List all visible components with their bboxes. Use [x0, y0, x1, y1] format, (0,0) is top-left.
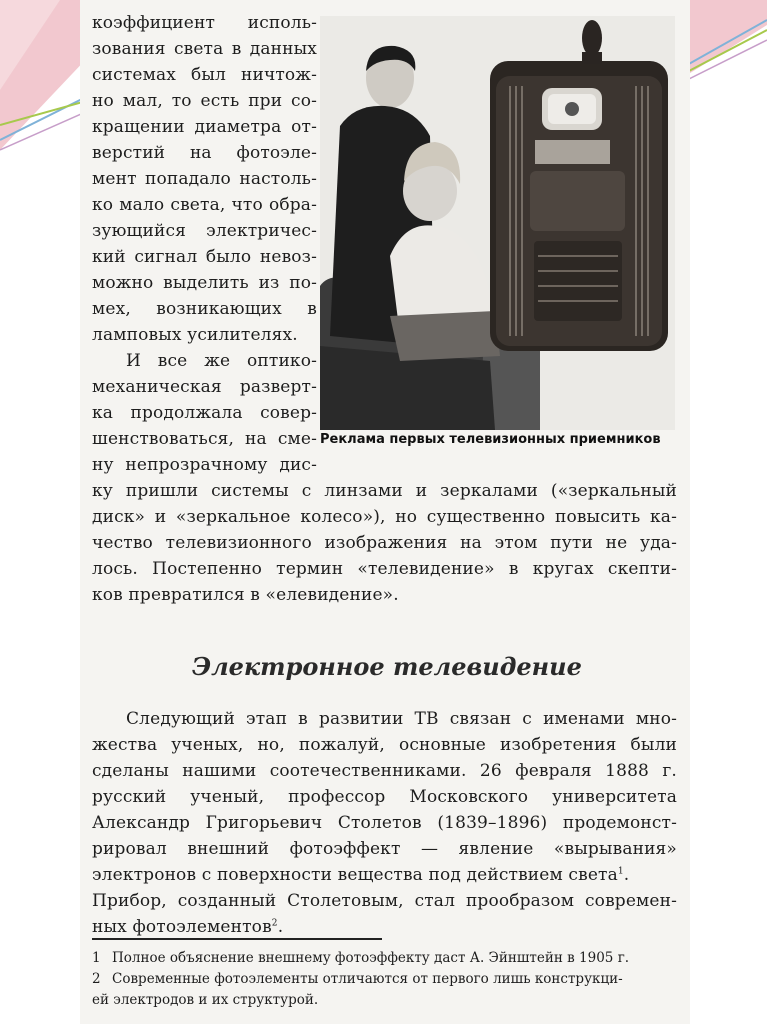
footnotes — [92, 948, 677, 1011]
text-line: диск» и «зеркальное колесо»), но существенно повысить ка- — [92, 507, 677, 527]
text-line: верстий на фотоэле- — [92, 143, 317, 163]
text-line: рировал внешний фотоэффект — явление «вырывания» — [92, 839, 677, 859]
text-line: ков превратился в «елевидение». — [92, 585, 399, 605]
footnote-2 — [92, 969, 677, 990]
section-paragraph — [92, 706, 677, 940]
footnote-text: Полное объяснение внешнему фотоэффекту даст А. Эйнштейн в 1905 г. — [112, 950, 630, 966]
text-line: сделаны нашими соотечественниками. 26 февраля 1888 г. — [92, 761, 677, 781]
text-line: зующийся электричес- — [92, 221, 317, 241]
text-line: коэффициент исполь- — [92, 13, 317, 33]
text-line: русский ученый, профессор Московского университета — [92, 787, 677, 807]
tv-advertisement-illustration — [320, 16, 675, 430]
decorative-slide-corner-right — [687, 0, 767, 110]
footnote-number: 1 — [92, 950, 101, 966]
text-line: ламповых усилителях. — [92, 325, 298, 345]
text-line: И все же оптико- — [126, 351, 317, 371]
text-line: Следующий этап в развитии ТВ связан с именами мно- — [126, 709, 677, 729]
text-line: шенствоваться, на сме- — [92, 429, 317, 449]
section-heading: Электронное телевидение — [192, 652, 582, 681]
second-paragraph-narrow — [92, 348, 317, 478]
text-line: ка продолжала совер- — [92, 403, 317, 423]
footnote-text: Современные фотоэлементы отличаются от первого лишь конструкци- — [112, 971, 623, 987]
text-line: зования света в данных — [92, 39, 317, 59]
text-line: чество телевизионного изображения на этом пути не уда- — [92, 533, 677, 553]
text-line: электронов с поверхности вещества под действием света$^1$. — [92, 865, 630, 885]
decorative-slide-corner-left — [0, 0, 90, 160]
text-line: механическая разверт- — [92, 377, 317, 397]
text-line: кращении диаметра от- — [92, 117, 317, 137]
footnote-number: 2 — [92, 971, 101, 987]
footnote-2-continuation: ей электродов и их структурой. — [92, 992, 319, 1008]
footnote-1 — [92, 948, 677, 969]
text-line: кий сигнал было невоз- — [92, 247, 317, 267]
second-paragraph-wide — [92, 478, 677, 608]
text-line: ну непрозрачному дис- — [92, 455, 317, 475]
text-line: ных фотоэлементов$^2$. — [92, 917, 284, 937]
tv-advertisement-photo — [320, 16, 675, 430]
text-line: системах был ничтож- — [92, 65, 317, 85]
text-line: Прибор, созданный Столетовым, стал прообразом современ- — [92, 891, 677, 911]
text-line: Александр Григорьевич Столетов (1839–1896) продемонст- — [92, 813, 677, 833]
text-line: но мал, то есть при со- — [92, 91, 317, 111]
text-line-content: электронов с поверхности вещества под действием света — [92, 865, 618, 885]
text-line: мент попадало настоль- — [92, 169, 317, 189]
top-paragraph — [92, 10, 317, 348]
footnote-divider — [92, 938, 382, 940]
text-line: ку пришли системы с линзами и зеркалами («зеркальный — [92, 481, 677, 501]
footnote-marker: 2 — [271, 918, 278, 929]
text-line: лось. Постепенно термин «телевидение» в кругах скепти- — [92, 559, 677, 579]
text-line: жества ученых, но, пожалуй, основные изобретения были — [92, 735, 677, 755]
text-line-content: ных фотоэлементов — [92, 917, 272, 937]
image-caption: Реклама первых телевизионных приемников — [320, 432, 661, 447]
text-line: можно выделить из по- — [92, 273, 317, 293]
text-line: ко мало света, что обра- — [92, 195, 317, 215]
text-line: мех, возникающих в — [92, 299, 317, 319]
footnote-marker: 1 — [617, 866, 624, 877]
